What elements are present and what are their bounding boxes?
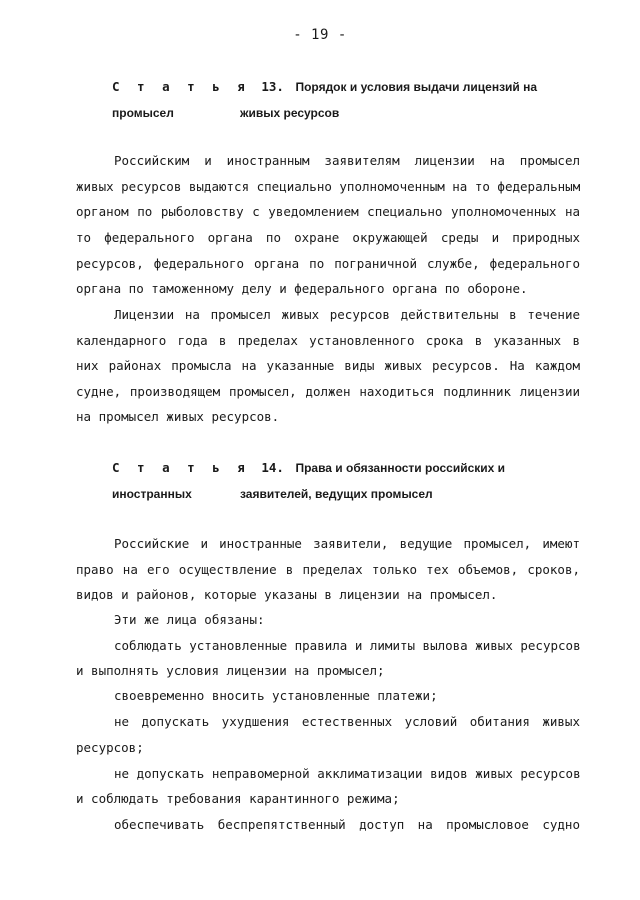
article-14-line-1: Российские и иностранные заявители, ведущие промысел, имеют — [114, 536, 580, 551]
article-14-line-12: обеспечивать беспрепятственный доступ на промысловое судно — [114, 817, 580, 832]
article-14-line-2: право на его осуществление в пределах только тех объемов, сроков, — [76, 562, 580, 577]
article-14-line-3: видов и районов, которые указаны в лицензии на промысел. — [76, 587, 498, 602]
article-14-line-9: ресурсов; — [76, 740, 144, 755]
article-14-line-5: соблюдать установленные правила и лимиты вылова живых ресурсов — [114, 638, 581, 653]
article-14-line-7: своевременно вносить установленные платежи; — [114, 688, 438, 703]
article-13-line-1: Российским и иностранным заявителям лицензии на промысел — [114, 153, 580, 168]
article-13-title-line2: живых ресурсов — [240, 106, 340, 120]
article-13-line-11: на промысел живых ресурсов. — [76, 409, 280, 424]
article-14-line-4: Эти же лица обязаны: — [114, 612, 265, 627]
article-13-title-line1: Порядок и условия выдачи лицензий на промысел — [112, 80, 538, 120]
article-14-line-6: и выполнять условия лицензии на промысел; — [76, 663, 385, 678]
article-14-heading-cont — [240, 481, 640, 507]
article-13-line-8: календарного года в пределах установленного срока в указанных в — [76, 333, 580, 348]
article-14-title-line1: Права и обязанности российских и иностранных — [112, 461, 506, 501]
article-14-label: С т а т ь я — [112, 460, 250, 475]
article-14-line-10: не допускать неправомерной акклиматизации видов живых ресурсов — [114, 766, 581, 781]
article-14-line-11: и соблюдать требования карантинного режима; — [76, 791, 400, 806]
article-13-number: 13. — [261, 79, 284, 94]
page-number: - 19 - — [293, 27, 347, 43]
article-13-line-2: живых ресурсов выдаются специально уполномоченным на то федеральным — [76, 179, 581, 194]
article-13-line-7: Лицензии на промысел живых ресурсов действительны в течение — [114, 307, 580, 322]
article-13-line-4: то федерального органа по охране окружающей среды и природных — [76, 230, 580, 245]
article-14-line-8: не допускать ухудшения естественных условий обитания живых — [114, 714, 580, 729]
article-13-line-6: органа по таможенному делу и федерального органа по обороне. — [76, 281, 528, 296]
article-14-title-line2: заявителей, ведущих промысел — [240, 487, 433, 501]
article-13-label: С т а т ь я — [112, 79, 250, 94]
article-13-line-9: них районах промысла на указанные виды живых ресурсов. На каждом — [76, 358, 580, 373]
article-13-heading-cont — [240, 100, 640, 126]
article-13-line-5: ресурсов, федерального органа по пограничной службе, федерального — [76, 256, 580, 271]
article-14-number: 14. — [261, 460, 284, 475]
article-13-line-10: судне, производящем промысел, должен находиться подлинник лицензии — [76, 384, 580, 399]
article-13-line-3: органом по рыболовству с уведомлением специально уполномоченных на — [76, 204, 580, 219]
